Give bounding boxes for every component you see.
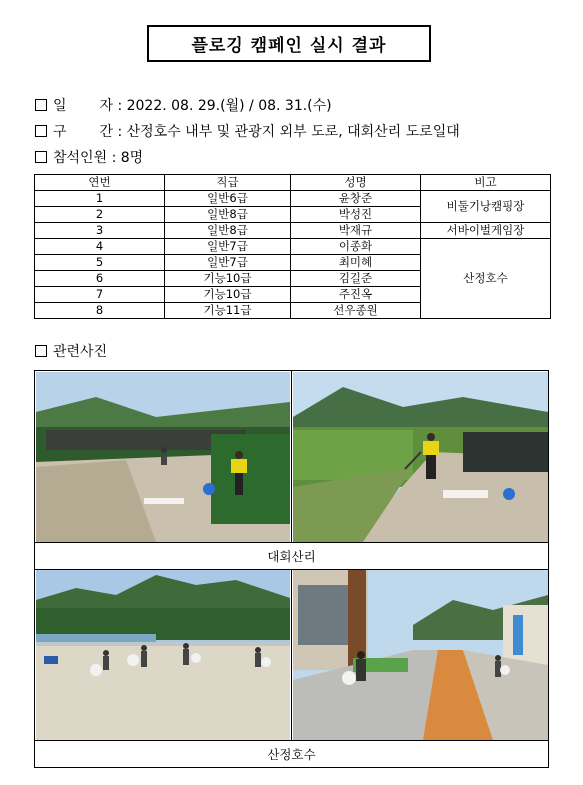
cell-name: 윤창준 <box>291 191 421 207</box>
cell-no: 6 <box>35 271 165 287</box>
checkbox-icon <box>35 151 47 163</box>
cell-remark: 비둘기낭캠핑장 <box>421 191 551 223</box>
photos-heading: 관련사진 <box>35 341 107 361</box>
participants-value: : 8명 <box>111 150 144 166</box>
checkbox-icon <box>35 99 47 111</box>
cell-rank: 일반8급 <box>165 223 291 239</box>
participants-line <box>35 147 143 167</box>
cell-name: 박성진 <box>291 207 421 223</box>
photo-caption-sanjeong: 산정호수 <box>35 740 548 767</box>
photo-divider <box>291 569 292 740</box>
section-value: : 산정호수 내부 및 관광지 외부 도로, 대회산리 도로일대 <box>117 124 460 140</box>
section-label: 구 간 <box>53 124 113 140</box>
cell-name: 박재규 <box>291 223 421 239</box>
cell-rank: 일반7급 <box>165 255 291 271</box>
table-row <box>35 223 551 239</box>
cell-no: 7 <box>35 287 165 303</box>
column-header-remarks: 비고 <box>421 175 551 191</box>
cell-name: 이종화 <box>291 239 421 255</box>
table-header-row <box>35 175 551 191</box>
table-row <box>35 191 551 207</box>
checkbox-icon <box>35 125 47 137</box>
cell-rank: 일반7급 <box>165 239 291 255</box>
cell-name: 주진옥 <box>291 287 421 303</box>
cell-rank: 기능10급 <box>165 271 291 287</box>
cell-remark: 서바이벌게임장 <box>421 223 551 239</box>
checkbox-icon <box>35 345 47 357</box>
photo-divider <box>291 371 292 542</box>
cell-rank: 기능10급 <box>165 287 291 303</box>
cell-no: 8 <box>35 303 165 319</box>
photo-daehoesan-2 <box>293 372 548 542</box>
section-line <box>35 121 460 141</box>
column-header-name: 성명 <box>291 175 421 191</box>
cell-name: 김길준 <box>291 271 421 287</box>
cell-no: 3 <box>35 223 165 239</box>
photo-caption-daehoesan: 대회산리 <box>35 542 548 570</box>
photo-sanjeong-2 <box>293 570 548 740</box>
date-label: 일 자 <box>53 98 113 114</box>
participants-table <box>34 174 551 319</box>
table-row <box>35 239 551 255</box>
column-header-rank: 직급 <box>165 175 291 191</box>
column-header-no: 연번 <box>35 175 165 191</box>
cell-rank: 일반6급 <box>165 191 291 207</box>
photo-daehoesan-1 <box>36 372 290 542</box>
cell-rank: 기능11급 <box>165 303 291 319</box>
cell-no: 1 <box>35 191 165 207</box>
cell-no: 5 <box>35 255 165 271</box>
participants-label: 참석인원 <box>53 150 108 166</box>
cell-no: 4 <box>35 239 165 255</box>
photo-grid <box>34 370 549 768</box>
date-value: : 2022. 08. 29.(월) / 08. 31.(수) <box>117 98 332 114</box>
cell-name: 선우종원 <box>291 303 421 319</box>
cell-remark: 산정호수 <box>421 239 551 319</box>
date-line <box>35 95 332 115</box>
photo-sanjeong-1 <box>36 570 290 740</box>
cell-no: 2 <box>35 207 165 223</box>
cell-rank: 일반8급 <box>165 207 291 223</box>
document-title: 플로깅 캠페인 실시 결과 <box>147 25 431 62</box>
cell-name: 최미혜 <box>291 255 421 271</box>
